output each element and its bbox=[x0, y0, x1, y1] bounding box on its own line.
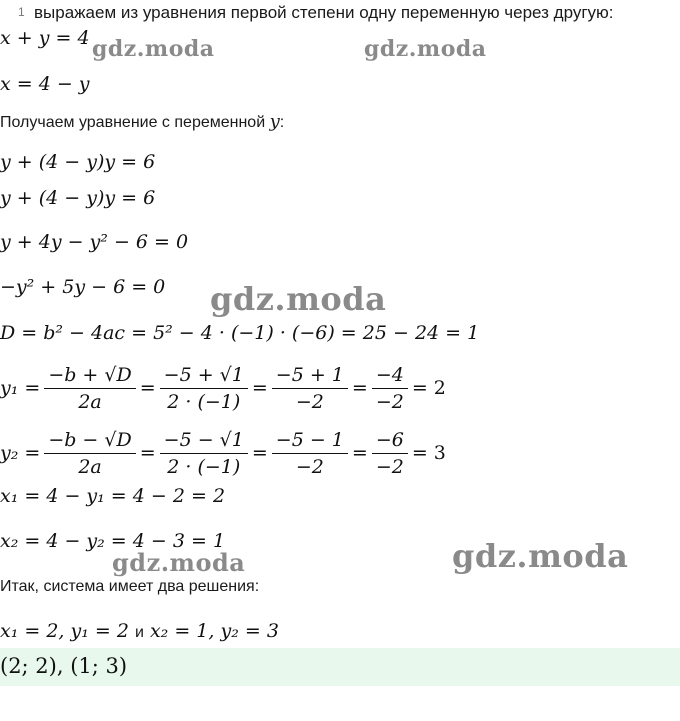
solution-and: и bbox=[134, 624, 144, 641]
y1-fraction-3 bbox=[272, 364, 348, 413]
solution-1: x₁ = 2, y₁ = 2 bbox=[0, 620, 129, 642]
y2-f1-den: 2a bbox=[78, 455, 102, 478]
solution-2: x₂ = 1, y₂ = 3 bbox=[149, 620, 279, 642]
y2-fraction-2 bbox=[160, 429, 248, 478]
root-y1 bbox=[0, 358, 446, 418]
y1-f3-num: −5 + 1 bbox=[272, 364, 348, 389]
y2-f1-num: −b − √D bbox=[44, 429, 135, 454]
solutions-line bbox=[0, 620, 279, 642]
equation-2: x = 4 − y bbox=[0, 73, 90, 95]
root-y2 bbox=[0, 423, 446, 483]
equation-x2: x₂ = 4 − y₂ = 4 − 3 = 1 bbox=[0, 530, 226, 552]
y2-result: = 3 bbox=[411, 442, 446, 464]
watermark-logo: gdz.moda bbox=[112, 548, 246, 577]
equation-x1: x₁ = 4 − y₁ = 4 − 2 = 2 bbox=[0, 485, 226, 507]
equation-3: y + (4 − y)y = 6 bbox=[0, 151, 156, 173]
y1-eq-2: = bbox=[251, 377, 268, 399]
step-text: выражаем из уравнения первой степени одну переменную через другую: bbox=[34, 3, 614, 22]
y2-eq-1: = bbox=[139, 442, 156, 464]
y2-f2-den: 2 · (−1) bbox=[167, 455, 241, 478]
equation-5: y + 4y − y² − 6 = 0 bbox=[0, 231, 189, 253]
y1-f2-den: 2 · (−1) bbox=[167, 390, 241, 413]
equation-6: −y² + 5y − 6 = 0 bbox=[0, 276, 166, 298]
text-conclusion: Итак, система имеет два решения: bbox=[0, 578, 260, 595]
header-line bbox=[0, 0, 680, 22]
y1-fraction-1 bbox=[44, 364, 135, 413]
y1-f2-num: −5 + √1 bbox=[160, 364, 248, 389]
y2-lhs: y₂ = bbox=[0, 442, 41, 464]
y2-eq-3: = bbox=[351, 442, 368, 464]
text-substitute-main: Получаем уравнение с переменной bbox=[0, 114, 266, 131]
y1-f1-den: 2a bbox=[78, 390, 102, 413]
text-substitute bbox=[0, 111, 284, 132]
watermark-logo: gdz.moda bbox=[452, 537, 629, 575]
y1-eq-1: = bbox=[139, 377, 156, 399]
y1-f1-num: −b + √D bbox=[44, 364, 135, 389]
y2-f4-num: −6 bbox=[372, 429, 408, 454]
y1-f4-num: −4 bbox=[372, 364, 408, 389]
y2-fraction-3 bbox=[272, 429, 348, 478]
watermark-logo: gdz.moda bbox=[92, 36, 215, 62]
y1-f3-den: −2 bbox=[295, 390, 324, 413]
equation-1: x + y = 4 bbox=[0, 27, 90, 49]
y2-f2-num: −5 − √1 bbox=[160, 429, 248, 454]
answer-box bbox=[0, 648, 680, 686]
discriminant: D = b² − 4ac = 5² − 4 · (−1) · (−6) = 25 − 24 = 1 bbox=[0, 322, 480, 344]
text-substitute-colon: : bbox=[279, 114, 285, 131]
y1-fraction-4 bbox=[372, 364, 408, 413]
y2-fraction-4 bbox=[372, 429, 408, 478]
watermark-logo: gdz.moda bbox=[210, 280, 387, 318]
y1-eq-3: = bbox=[351, 377, 368, 399]
y1-fraction-2 bbox=[160, 364, 248, 413]
y2-f4-den: −2 bbox=[375, 455, 404, 478]
y1-lhs: y₁ = bbox=[0, 377, 41, 399]
y1-result: = 2 bbox=[411, 377, 446, 399]
y2-f3-den: −2 bbox=[295, 455, 324, 478]
text-substitute-var: y bbox=[269, 111, 280, 132]
y2-fraction-1 bbox=[44, 429, 135, 478]
y1-f4-den: −2 bbox=[375, 390, 404, 413]
equation-4: y + (4 − y)y = 6 bbox=[0, 187, 156, 209]
y2-f3-num: −5 − 1 bbox=[272, 429, 348, 454]
step-number: 1 bbox=[18, 5, 25, 19]
y2-eq-2: = bbox=[251, 442, 268, 464]
answer-text: (2; 2), (1; 3) bbox=[0, 654, 128, 678]
watermark-logo: gdz.moda bbox=[364, 36, 487, 62]
